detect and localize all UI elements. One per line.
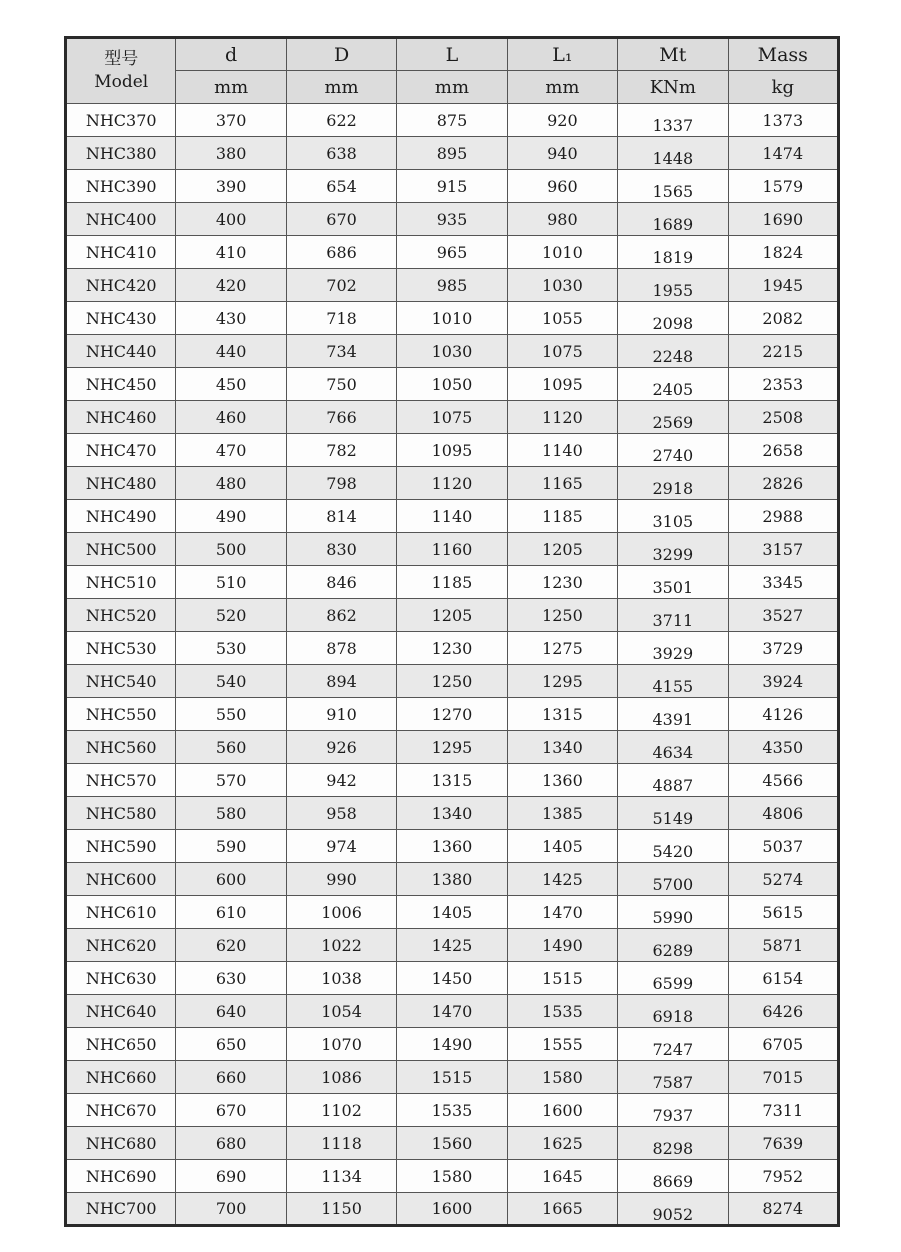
table-row [66, 368, 839, 401]
d-cell: 670 [176, 1094, 286, 1127]
mt-cell: 1565 [618, 170, 728, 203]
mass-cell: 2658 [728, 434, 838, 467]
model-cell: NHC420 [66, 269, 176, 302]
unit-Mass: kg [728, 71, 838, 104]
l-cell: 1405 [397, 896, 507, 929]
model-cell: NHC680 [66, 1127, 176, 1160]
l-cell: 1050 [397, 368, 507, 401]
table-row [66, 203, 839, 236]
l1-cell: 1385 [507, 797, 617, 830]
model-cell: NHC480 [66, 467, 176, 500]
d-cell: 610 [176, 896, 286, 929]
l-cell: 1360 [397, 830, 507, 863]
model-cell: NHC570 [66, 764, 176, 797]
d-cell: 470 [176, 434, 286, 467]
l-cell: 1010 [397, 302, 507, 335]
mass-cell: 5615 [728, 896, 838, 929]
l1-cell: 1205 [507, 533, 617, 566]
table-row [66, 797, 839, 830]
l1-cell: 920 [507, 104, 617, 137]
mass-cell: 3157 [728, 533, 838, 566]
model-cell: NHC450 [66, 368, 176, 401]
mt-cell: 6289 [618, 929, 728, 962]
mt-cell: 1955 [618, 269, 728, 302]
d-cell: 1006 [286, 896, 396, 929]
l-cell: 1315 [397, 764, 507, 797]
table-row [66, 863, 839, 896]
l1-cell: 1555 [507, 1028, 617, 1061]
l-cell: 1095 [397, 434, 507, 467]
l1-cell: 1535 [507, 995, 617, 1028]
table-header [66, 38, 839, 104]
l-cell: 895 [397, 137, 507, 170]
d-cell: 630 [176, 962, 286, 995]
mass-cell: 1945 [728, 269, 838, 302]
d-cell: 570 [176, 764, 286, 797]
table-row [66, 566, 839, 599]
mt-cell: 5420 [618, 830, 728, 863]
d-cell: 700 [176, 1193, 286, 1226]
l1-cell: 1470 [507, 896, 617, 929]
table-row [66, 830, 839, 863]
mt-cell: 7937 [618, 1094, 728, 1127]
table-row [66, 500, 839, 533]
mass-cell: 2508 [728, 401, 838, 434]
d-cell: 686 [286, 236, 396, 269]
table-row [66, 137, 839, 170]
l1-cell: 1625 [507, 1127, 617, 1160]
model-cell: NHC490 [66, 500, 176, 533]
d-cell: 390 [176, 170, 286, 203]
l1-cell: 940 [507, 137, 617, 170]
mass-cell: 1690 [728, 203, 838, 236]
mt-cell: 2918 [618, 467, 728, 500]
model-cell: NHC540 [66, 665, 176, 698]
l-cell: 1230 [397, 632, 507, 665]
l1-cell: 1645 [507, 1160, 617, 1193]
l1-cell: 1030 [507, 269, 617, 302]
model-cell: NHC670 [66, 1094, 176, 1127]
l-cell: 1030 [397, 335, 507, 368]
model-cell: NHC560 [66, 731, 176, 764]
mass-cell: 6705 [728, 1028, 838, 1061]
table-row [66, 896, 839, 929]
mt-cell: 4391 [618, 698, 728, 731]
unit-L: mm [397, 71, 507, 104]
mass-cell: 8274 [728, 1193, 838, 1226]
model-cell: NHC510 [66, 566, 176, 599]
l1-cell: 1600 [507, 1094, 617, 1127]
table-row [66, 698, 839, 731]
unit-D: mm [286, 71, 396, 104]
l-cell: 1270 [397, 698, 507, 731]
d-cell: 500 [176, 533, 286, 566]
d-cell: 654 [286, 170, 396, 203]
header-model-cn: 型号 [104, 49, 139, 70]
table-row [66, 1193, 839, 1226]
mt-cell: 5990 [618, 896, 728, 929]
mt-cell: 8298 [618, 1127, 728, 1160]
l1-cell: 1295 [507, 665, 617, 698]
d-cell: 580 [176, 797, 286, 830]
l-cell: 1470 [397, 995, 507, 1028]
model-cell: NHC410 [66, 236, 176, 269]
l1-cell: 1055 [507, 302, 617, 335]
mass-cell: 4806 [728, 797, 838, 830]
table-row [66, 533, 839, 566]
model-cell: NHC650 [66, 1028, 176, 1061]
l1-cell: 1120 [507, 401, 617, 434]
mt-cell: 1689 [618, 203, 728, 236]
table-row [66, 1160, 839, 1193]
table-row [66, 962, 839, 995]
model-cell: NHC470 [66, 434, 176, 467]
d-cell: 750 [286, 368, 396, 401]
unit-L1: mm [507, 71, 617, 104]
table-row [66, 170, 839, 203]
l-cell: 875 [397, 104, 507, 137]
d-cell: 480 [176, 467, 286, 500]
d-cell: 1070 [286, 1028, 396, 1061]
mass-cell: 2353 [728, 368, 838, 401]
d-cell: 400 [176, 203, 286, 236]
l-cell: 1600 [397, 1193, 507, 1226]
l-cell: 1340 [397, 797, 507, 830]
mt-cell: 7247 [618, 1028, 728, 1061]
table-row [66, 401, 839, 434]
d-cell: 490 [176, 500, 286, 533]
header-model-en: Model [94, 72, 149, 92]
l-cell: 1075 [397, 401, 507, 434]
mt-cell: 2248 [618, 335, 728, 368]
mass-cell: 7952 [728, 1160, 838, 1193]
model-cell: NHC630 [66, 962, 176, 995]
d-cell: 560 [176, 731, 286, 764]
l-cell: 935 [397, 203, 507, 236]
d-cell: 1054 [286, 995, 396, 1028]
table-row [66, 269, 839, 302]
d-cell: 622 [286, 104, 396, 137]
d-cell: 680 [176, 1127, 286, 1160]
unit-Mt: KNm [618, 71, 728, 104]
header-L1: L₁ [507, 38, 617, 71]
table-row [66, 665, 839, 698]
d-cell: 1038 [286, 962, 396, 995]
l1-cell: 1165 [507, 467, 617, 500]
mt-cell: 3105 [618, 500, 728, 533]
d-cell: 1134 [286, 1160, 396, 1193]
mt-cell: 3501 [618, 566, 728, 599]
d-cell: 702 [286, 269, 396, 302]
model-cell: NHC400 [66, 203, 176, 236]
mass-cell: 5871 [728, 929, 838, 962]
l1-cell: 1185 [507, 500, 617, 533]
mt-cell: 2098 [618, 302, 728, 335]
d-cell: 990 [286, 863, 396, 896]
mass-cell: 5274 [728, 863, 838, 896]
table-row [66, 1028, 839, 1061]
model-cell: NHC370 [66, 104, 176, 137]
mass-cell: 1474 [728, 137, 838, 170]
l-cell: 985 [397, 269, 507, 302]
l-cell: 1380 [397, 863, 507, 896]
header-row-labels [66, 38, 839, 71]
d-cell: 600 [176, 863, 286, 896]
d-cell: 380 [176, 137, 286, 170]
d-cell: 878 [286, 632, 396, 665]
l-cell: 1160 [397, 533, 507, 566]
mt-cell: 1819 [618, 236, 728, 269]
l1-cell: 1075 [507, 335, 617, 368]
mt-cell: 6599 [618, 962, 728, 995]
table-row [66, 467, 839, 500]
d-cell: 958 [286, 797, 396, 830]
l-cell: 1140 [397, 500, 507, 533]
d-cell: 670 [286, 203, 396, 236]
header-model [66, 38, 176, 104]
l1-cell: 1010 [507, 236, 617, 269]
d-cell: 830 [286, 533, 396, 566]
table-row [66, 731, 839, 764]
d-cell: 1118 [286, 1127, 396, 1160]
l-cell: 1425 [397, 929, 507, 962]
mt-cell: 2740 [618, 434, 728, 467]
l1-cell: 1140 [507, 434, 617, 467]
l1-cell: 1230 [507, 566, 617, 599]
mass-cell: 6154 [728, 962, 838, 995]
d-cell: 862 [286, 599, 396, 632]
d-cell: 440 [176, 335, 286, 368]
l1-cell: 1425 [507, 863, 617, 896]
mt-cell: 2569 [618, 401, 728, 434]
header-Mt: Mt [618, 38, 728, 71]
d-cell: 550 [176, 698, 286, 731]
mass-cell: 7639 [728, 1127, 838, 1160]
mass-cell: 2215 [728, 335, 838, 368]
l-cell: 1450 [397, 962, 507, 995]
model-cell: NHC440 [66, 335, 176, 368]
l1-cell: 1315 [507, 698, 617, 731]
mass-cell: 4566 [728, 764, 838, 797]
mass-cell: 7311 [728, 1094, 838, 1127]
d-cell: 520 [176, 599, 286, 632]
mass-cell: 2082 [728, 302, 838, 335]
l-cell: 1535 [397, 1094, 507, 1127]
mass-cell: 7015 [728, 1061, 838, 1094]
d-cell: 370 [176, 104, 286, 137]
mt-cell: 4634 [618, 731, 728, 764]
table-row [66, 764, 839, 797]
mass-cell: 6426 [728, 995, 838, 1028]
l1-cell: 1095 [507, 368, 617, 401]
model-cell: NHC660 [66, 1061, 176, 1094]
table-row [66, 1094, 839, 1127]
mt-cell: 3299 [618, 533, 728, 566]
table-row [66, 1061, 839, 1094]
d-cell: 430 [176, 302, 286, 335]
model-cell: NHC390 [66, 170, 176, 203]
l-cell: 1515 [397, 1061, 507, 1094]
d-cell: 942 [286, 764, 396, 797]
table-row [66, 236, 839, 269]
d-cell: 1086 [286, 1061, 396, 1094]
l-cell: 965 [397, 236, 507, 269]
mass-cell: 1824 [728, 236, 838, 269]
l1-cell: 960 [507, 170, 617, 203]
table-row [66, 929, 839, 962]
mass-cell: 1579 [728, 170, 838, 203]
table-row [66, 434, 839, 467]
d-cell: 798 [286, 467, 396, 500]
d-cell: 510 [176, 566, 286, 599]
l1-cell: 1580 [507, 1061, 617, 1094]
model-cell: NHC690 [66, 1160, 176, 1193]
mass-cell: 1373 [728, 104, 838, 137]
mt-cell: 1448 [618, 137, 728, 170]
d-cell: 1150 [286, 1193, 396, 1226]
d-cell: 846 [286, 566, 396, 599]
l1-cell: 1275 [507, 632, 617, 665]
d-cell: 894 [286, 665, 396, 698]
d-cell: 540 [176, 665, 286, 698]
mt-cell: 4155 [618, 665, 728, 698]
d-cell: 660 [176, 1061, 286, 1094]
d-cell: 640 [176, 995, 286, 1028]
l-cell: 1120 [397, 467, 507, 500]
table-row [66, 302, 839, 335]
mt-cell: 9052 [618, 1193, 728, 1226]
mass-cell: 3924 [728, 665, 838, 698]
header-d: d [176, 38, 286, 71]
mass-cell: 3527 [728, 599, 838, 632]
table-row [66, 632, 839, 665]
l1-cell: 1405 [507, 830, 617, 863]
d-cell: 460 [176, 401, 286, 434]
d-cell: 782 [286, 434, 396, 467]
model-cell: NHC610 [66, 896, 176, 929]
model-cell: NHC460 [66, 401, 176, 434]
l-cell: 1560 [397, 1127, 507, 1160]
l1-cell: 1360 [507, 764, 617, 797]
mt-cell: 3929 [618, 632, 728, 665]
d-cell: 420 [176, 269, 286, 302]
l-cell: 1250 [397, 665, 507, 698]
header-D: D [286, 38, 396, 71]
d-cell: 410 [176, 236, 286, 269]
l1-cell: 1340 [507, 731, 617, 764]
d-cell: 814 [286, 500, 396, 533]
mt-cell: 2405 [618, 368, 728, 401]
mass-cell: 2988 [728, 500, 838, 533]
l1-cell: 980 [507, 203, 617, 236]
mass-cell: 3345 [728, 566, 838, 599]
mt-cell: 7587 [618, 1061, 728, 1094]
table-row [66, 995, 839, 1028]
d-cell: 638 [286, 137, 396, 170]
mt-cell: 6918 [618, 995, 728, 1028]
model-cell: NHC500 [66, 533, 176, 566]
l-cell: 1185 [397, 566, 507, 599]
l1-cell: 1490 [507, 929, 617, 962]
table-row [66, 335, 839, 368]
mt-cell: 4887 [618, 764, 728, 797]
d-cell: 718 [286, 302, 396, 335]
mass-cell: 4126 [728, 698, 838, 731]
d-cell: 766 [286, 401, 396, 434]
table-row [66, 104, 839, 137]
mt-cell: 1337 [618, 104, 728, 137]
mt-cell: 5149 [618, 797, 728, 830]
model-cell: NHC700 [66, 1193, 176, 1226]
l1-cell: 1250 [507, 599, 617, 632]
model-cell: NHC530 [66, 632, 176, 665]
model-cell: NHC600 [66, 863, 176, 896]
header-Mass: Mass [728, 38, 838, 71]
mt-cell: 8669 [618, 1160, 728, 1193]
d-cell: 590 [176, 830, 286, 863]
d-cell: 926 [286, 731, 396, 764]
model-cell: NHC640 [66, 995, 176, 1028]
l-cell: 1205 [397, 599, 507, 632]
mass-cell: 5037 [728, 830, 838, 863]
model-cell: NHC620 [66, 929, 176, 962]
model-cell: NHC430 [66, 302, 176, 335]
model-cell: NHC520 [66, 599, 176, 632]
l1-cell: 1515 [507, 962, 617, 995]
mass-cell: 2826 [728, 467, 838, 500]
unit-d: mm [176, 71, 286, 104]
d-cell: 1102 [286, 1094, 396, 1127]
table-row [66, 599, 839, 632]
model-cell: NHC380 [66, 137, 176, 170]
header-row-units [66, 71, 839, 104]
d-cell: 1022 [286, 929, 396, 962]
d-cell: 974 [286, 830, 396, 863]
d-cell: 910 [286, 698, 396, 731]
d-cell: 530 [176, 632, 286, 665]
d-cell: 620 [176, 929, 286, 962]
mt-cell: 3711 [618, 599, 728, 632]
model-cell: NHC580 [66, 797, 176, 830]
d-cell: 734 [286, 335, 396, 368]
model-cell: NHC550 [66, 698, 176, 731]
header-L: L [397, 38, 507, 71]
d-cell: 450 [176, 368, 286, 401]
l-cell: 1490 [397, 1028, 507, 1061]
table-body [66, 104, 839, 1226]
l-cell: 1295 [397, 731, 507, 764]
mt-cell: 5700 [618, 863, 728, 896]
mass-cell: 3729 [728, 632, 838, 665]
l1-cell: 1665 [507, 1193, 617, 1226]
l-cell: 1580 [397, 1160, 507, 1193]
d-cell: 690 [176, 1160, 286, 1193]
mass-cell: 4350 [728, 731, 838, 764]
model-cell: NHC590 [66, 830, 176, 863]
d-cell: 650 [176, 1028, 286, 1061]
spec-table [64, 36, 840, 1227]
l-cell: 915 [397, 170, 507, 203]
table-row [66, 1127, 839, 1160]
